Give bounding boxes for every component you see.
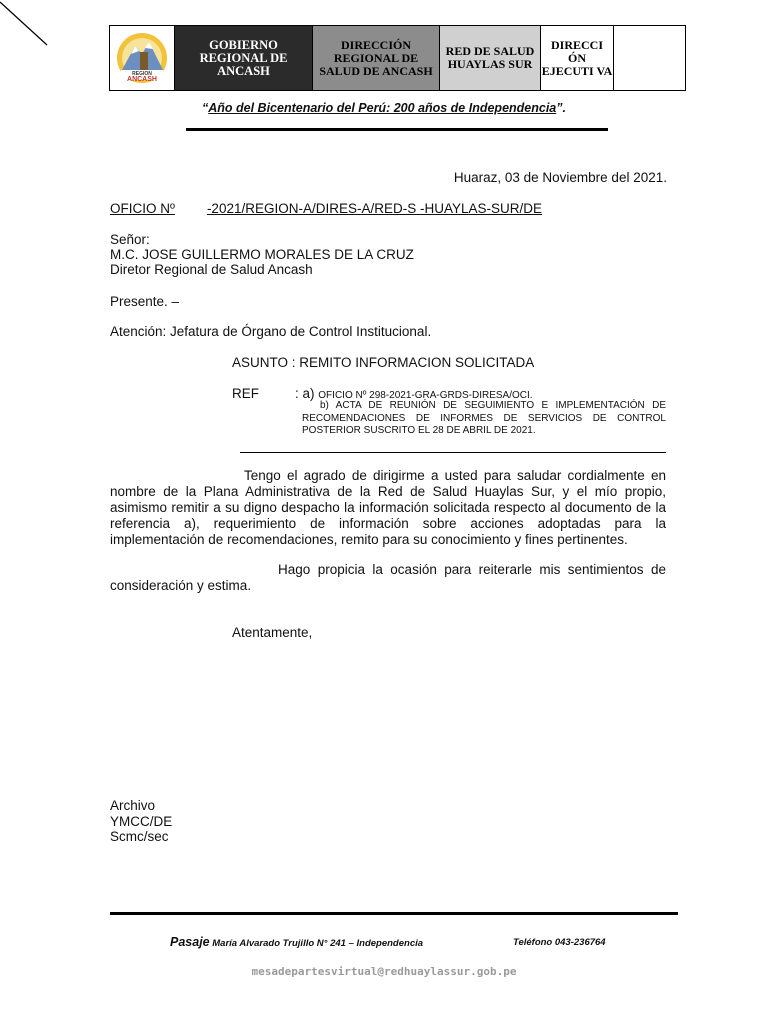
subject-line: ASUNTO : REMITO INFORMACION SOLICITADA [232, 355, 535, 370]
logo-text: REGION [132, 71, 152, 77]
header-divider [186, 128, 608, 131]
motto-open-quote: “ [202, 101, 209, 115]
header-direccion-regional: DIRECCIÓN REGIONAL DE SALUD DE ANCASH [313, 26, 440, 90]
oficio-number [110, 201, 542, 217]
reference-divider [240, 452, 666, 453]
reference-a-prefix: : a) [295, 386, 315, 401]
footer-phone: Teléfono 043-236764 [513, 937, 606, 948]
footer-address [170, 935, 423, 949]
header-empty-cell [614, 26, 685, 90]
header-red-de-salud: RED DE SALUD HUAYLAS SUR [440, 26, 541, 90]
attention-line: Atención: Jefatura de Órgano de Control Institucional. [110, 324, 432, 339]
region-logo-cell [110, 26, 175, 90]
footer-email: mesadepartesvirtual@redhuaylassur.gob.pe [251, 965, 517, 978]
letterhead-table [109, 25, 686, 91]
recipient-name: M.C. JOSE GUILLERMO MORALES DE LA CRUZ [110, 247, 414, 262]
motto-close-quote: ”. [556, 101, 566, 115]
presente-line: Presente. – [110, 294, 180, 309]
header-direccion-ejecutiva: DIRECCI ÓN EJECUTI VA [541, 26, 614, 90]
reference-b-text: b) ACTA DE REUNIÓN DE SEGUIMIENTO E IMPLEMENTACIÓN DE RECOMENDACIONES DE INFORMES DE SERVICIOS DE CONTROL POSTERIOR SUSCRITO EL 28 DE ABRIL DE 2021. [302, 400, 666, 436]
motto-text: Año del Bicentenario del Perú: 200 años de Independencia [208, 101, 557, 115]
body-paragraph-1: Tengo el agrado de dirigirme a usted para saludar cordialmente en nombre de la Plana Administrativa de la Red de Salud Huaylas Sur, y el mío propio, asimismo remitir a su digno despacho la información solicitada respecto al documento de la referencia a), requerimiento de información sobre acciones adoptadas para la implementación de recomendaciones, remito para su conocimiento y fines pertinentes. [110, 468, 666, 547]
reference-b [302, 400, 666, 438]
footer-address-text: María Alvarado Trujillo N° 241 – Independencia [212, 938, 424, 949]
copy-initials: YMCC/DE [110, 814, 173, 829]
recipient-title: Diretor Regional de Salud Ancash [110, 262, 313, 277]
reference-a-text: OFICIO Nº 298-2021-GRA-GRDS-DIRESA/OCI. [318, 390, 533, 401]
oficio-code: -2021/REGION-A/DIRES-A/RED-S -HUAYLAS-SUR/DE [206, 201, 543, 216]
copy-archivo: Archivo [110, 798, 156, 813]
region-ancash-logo [113, 28, 171, 88]
closing-line: Atentamente, [232, 625, 313, 640]
body-paragraph-2: Hago propicia la ocasión para reiterarle mis sentimientos de consideración y estima. [110, 562, 666, 593]
copy-secretary: Scmc/sec [110, 829, 169, 844]
oficio-label: OFICIO Nº [110, 201, 175, 216]
corner-fold-line [0, 0, 60, 60]
salutation: Señor: [110, 232, 150, 247]
footer-pasaje-label: Pasaje [170, 935, 210, 949]
footer-divider [110, 912, 678, 915]
reference-label: REF [232, 386, 259, 401]
header-gobierno-regional: GOBIERNO REGIONAL DE ANCASH [175, 26, 313, 90]
logo-text-ancash: ANCASH [127, 76, 157, 83]
year-motto [0, 101, 768, 115]
letter-date: Huaraz, 03 de Noviembre del 2021. [453, 170, 667, 185]
